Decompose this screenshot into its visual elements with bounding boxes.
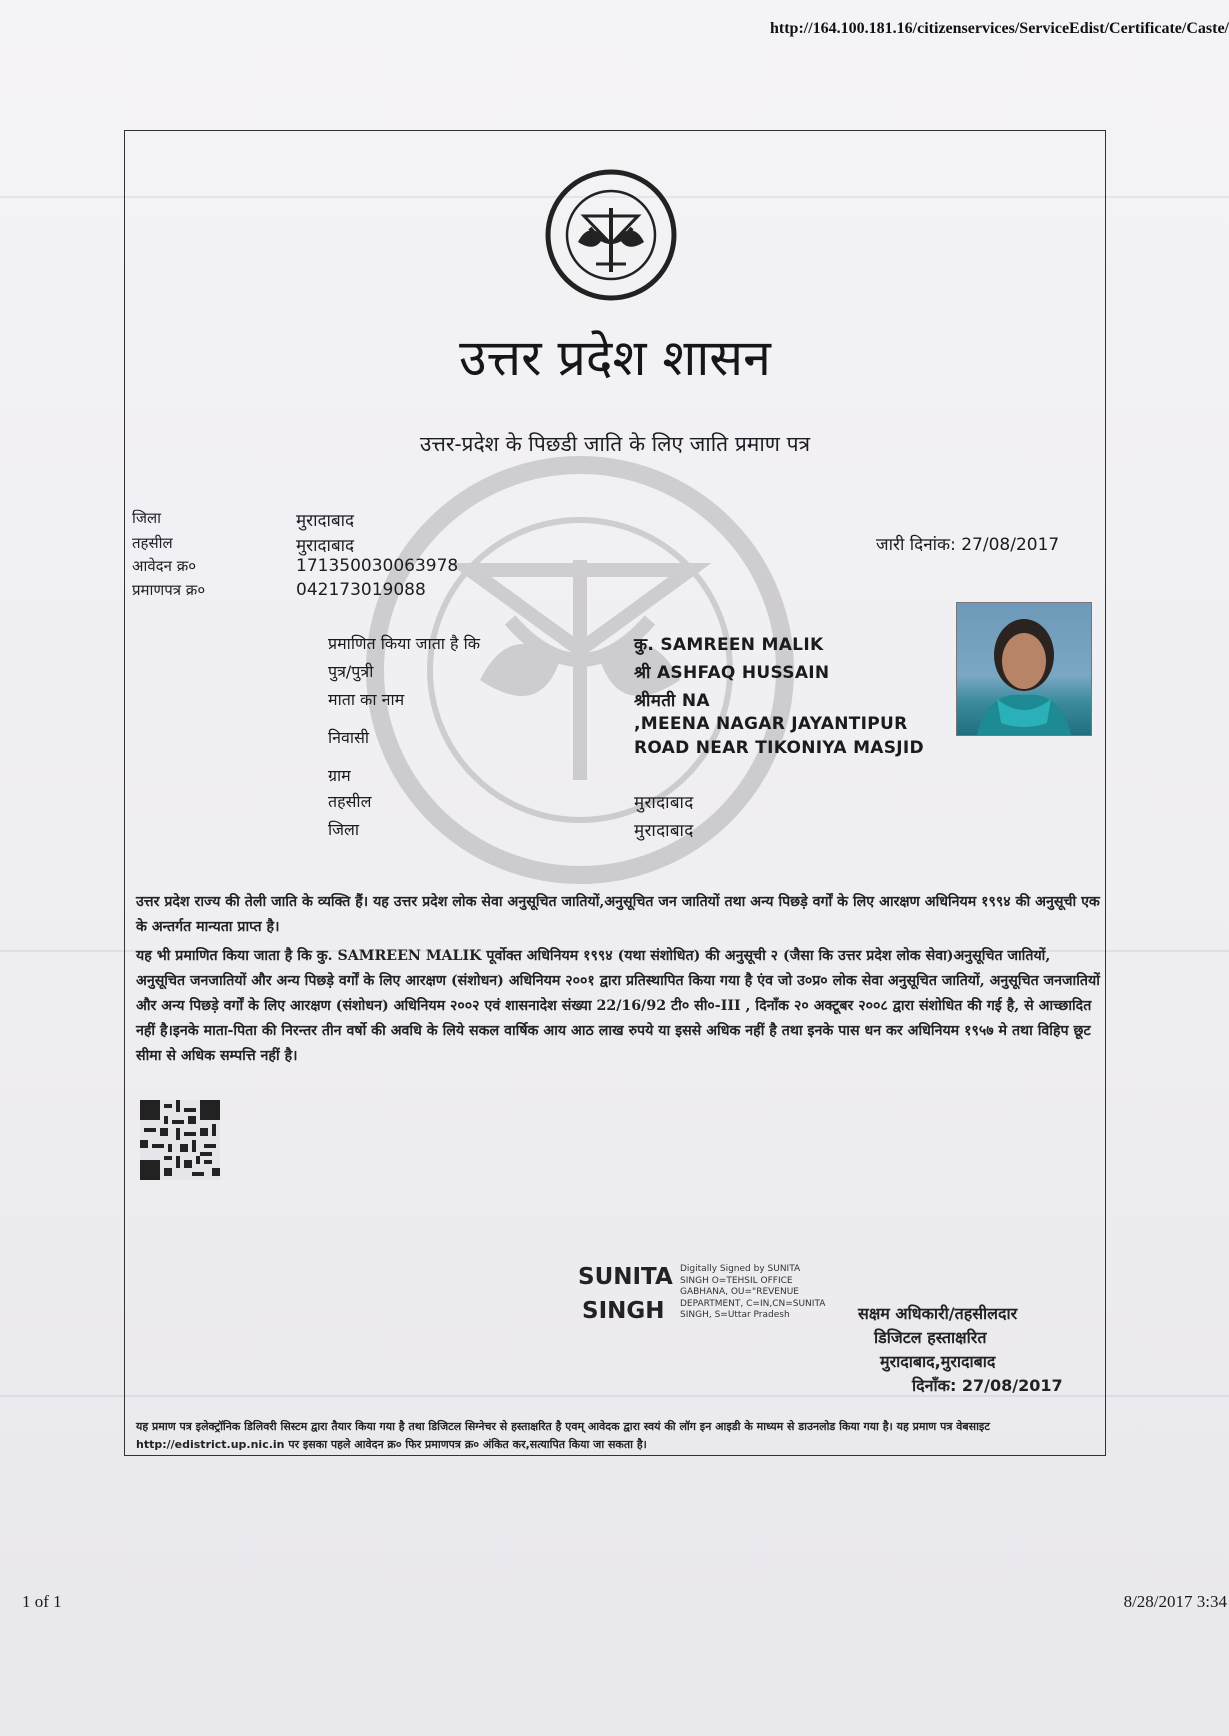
certificate-subtitle: उत्तर-प्रदेश के पिछडी जाति के लिए जाति प्रमाण पत्र	[419, 432, 811, 456]
applicant-name: कु. SAMREEN MALIK	[634, 635, 824, 655]
detail-label: प्रमाणित किया जाता है कि	[328, 634, 481, 653]
detail-label: तहसील	[328, 792, 372, 811]
officer-designation: सक्षम अधिकारी/तहसीलदार	[858, 1304, 1018, 1323]
address-line-1: ,MEENA NAGAR JAYANTIPUR	[634, 714, 908, 734]
father-name: श्री ASHFAQ HUSSAIN	[634, 663, 830, 683]
signature-first-name: SUNITA	[578, 1264, 673, 1290]
print-timestamp: 8/28/2017 3:34	[1123, 1592, 1227, 1611]
page-number: 1 of 1	[22, 1592, 62, 1611]
body-paragraph-2: यह भी प्रमाणित किया जाता है कि कु. SAMREEN MALIK पूर्वोक्त अधिनियम १९९४ (यथा संशोधित) की अनुसूची २ (जैसा कि उत्तर प्रदेश लोक सेवा)अनुसूचित जातियों, अनुसूचित जनजातियों और अन्य पिछड़े वर्गों के लिए आरक्षण (संशोधन) अधिनियम २००१ द्वारा प्रतिस्थापित किया गया है एंव जो उ०प्र० लोक सेवा अनुसूचित जातियों, अनुसूचित जनजातियों और अन्य पिछड़े वर्गों के लिए आरक्षण (संशोधन) अधिनियम २००२ एवं शासनादेश संख्या 22/16/92 टी० सी०-III , दिनाँक २० अक्टूबर २००८ द्वारा संशोधित की गई है, से आच्छादित नहीं है।इनके माता-पिता की निरन्तर तीन वर्षो की अवधि के लिये सकल वार्षिक आय आठ लाख रुपये या इससे अधिक नहीं है तथा इनके पास धन कर अधिनियम १९५७ मे तथा विहिप छूट सीमा से अधिक सम्पत्ति नहीं है।	[136, 948, 1100, 1064]
meta-value: 171350030063978	[296, 556, 459, 576]
meta-label: आवेदन क्र०	[132, 557, 197, 575]
page-title: उत्तर प्रदेश शासन	[459, 329, 771, 387]
detail-district-value: मुरादाबाद	[634, 821, 694, 841]
detail-label: पुत्र/पुत्री	[328, 662, 374, 681]
meta-value: मुरादाबाद	[296, 536, 355, 556]
detail-label: निवासी	[328, 728, 370, 747]
footer-note: यह प्रमाण पत्र इलेक्ट्रॉनिक डिलिवरी सिस्टम द्वारा तैयार किया गया है तथा डिजिटल सिग्नेचर से हस्ताक्षरित है एवम् आवेदक द्वारा स्वयं की लॉग इन आइडी के माध्यम से डाउनलोड किया गया है। यह प्रमाण पत्र वेबसाइट http://edistrict.up.nic.in पर इसका पहले आवेदन क्र० फिर प्रमाणपत्र क्र० अंकित कर,सत्यापित किया जा सकता है।	[136, 1420, 990, 1451]
meta-value: मुरादाबाद	[296, 511, 355, 531]
qr-code-icon	[140, 1100, 220, 1180]
address-line-2: ROAD NEAR TIKONIYA MASJID	[634, 738, 924, 758]
issue-date: जारी दिनांक: 27/08/2017	[876, 535, 1060, 555]
detail-label: ग्राम	[328, 766, 351, 785]
meta-label: जिला	[132, 509, 162, 527]
meta-value: 042173019088	[296, 580, 426, 600]
officer-digital-signed: डिजिटल हस्ताक्षरित	[874, 1328, 987, 1347]
officer-date: दिनाँक: 27/08/2017	[912, 1376, 1063, 1395]
officer-location: मुरादाबाद,मुरादाबाद	[880, 1352, 996, 1371]
detail-label: जिला	[328, 820, 360, 839]
signature-last-name: SINGH	[582, 1298, 665, 1324]
state-emblem-icon	[544, 168, 678, 302]
meta-label: तहसील	[132, 534, 173, 552]
print-url: http://164.100.181.16/citizenservices/ServiceEdist/Certificate/Caste/	[770, 20, 1229, 37]
meta-label: प्रमाणपत्र क्र०	[132, 581, 206, 599]
applicant-photo	[956, 602, 1092, 736]
detail-tehsil-value: मुरादाबाद	[634, 793, 694, 813]
detail-label: माता का नाम	[328, 690, 405, 709]
digital-signature-note: Digitally Signed by SUNITA SINGH O=TEHSIL OFFICE GABHANA, OU="REVENUE DEPARTMENT, C=IN,CN=SUNITA SINGH, S=Uttar Pradesh	[680, 1264, 826, 1320]
mother-name: श्रीमती NA	[634, 691, 710, 711]
body-paragraph-1: उत्तर प्रदेश राज्य की तेली जाति के व्यक्ति हैं। यह उत्तर प्रदेश लोक सेवा अनुसूचित जातियों,अनुसूचित जन जातियों तथा अन्य पिछड़े वर्गों के लिए आरक्षण अधिनियम १९९४ की अनुसूची एक के अन्तर्गत मान्यता प्राप्त है।	[136, 894, 1100, 935]
